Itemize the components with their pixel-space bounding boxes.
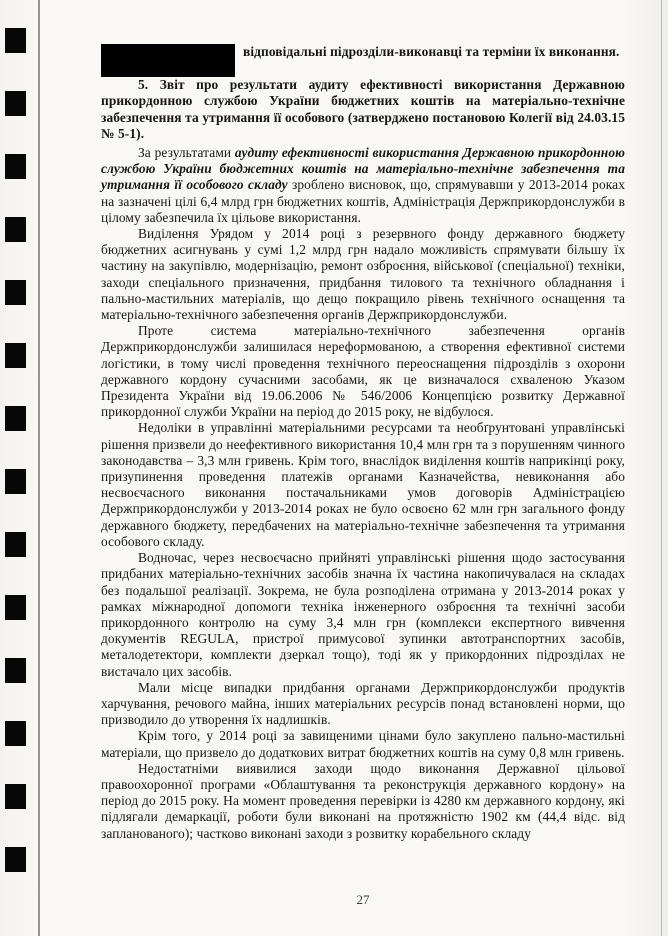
paragraph-overpriced-fuel: Крім того, у 2014 році за завищеними цінами було закуплено пально-мастильні матеріали, що призвело до додаткових витрат бюджетних коштів на суму 0,8 млн гривень. bbox=[101, 728, 625, 760]
paragraph-stockpiled-assets: Водночас, через несвоєчасно прийняті управлінські рішення щодо застосування придбаних матеріально-технічних засобів значна їх частина накопичувалася на складах без подальшої реалізації. Зокрема, не була розподілена отримана у 2013-2014 роках у рамках міжнародної допомоги техніка інженерного озброєння та технічні засоби прикордонного контролю на суму 3,4 млн грн (комплекси експертного вивчення документів REGULA, пристрої примусової зупинки автотранспортних засобів, металодетектори, комплекти дзеркал тощо), тоді як у прикордонних підрозділах не вистачало цих засобів. bbox=[101, 550, 625, 679]
section-5-title: 5. Звіт про результати аудиту ефективності використання Державною прикордонною службою України бюджетних коштів на матеріально-технічне забезпечення та утримання її особового (затверджено постановою Колегії від 24.03.15 № 5-1). bbox=[101, 77, 625, 141]
paragraph-results bbox=[101, 145, 625, 226]
paragraph-budget-allocation: Виділення Урядом у 2014 році з резервного фонду державного бюджету бюджетних асигнувань у сумі 1,2 млрд грн надало можливість спрямувати більшу їх частину на закупівлю, модернізацію, ремонт озброєння, військової (спеціальної) техніки, заходи спеціального призначення, придбання тилового та технічного обладнання і пально-мастильних матеріалів, що дещо покращило рівень технічного оснащення та матеріально-технічного забезпечення органів Держприкордонслужби. bbox=[101, 226, 625, 323]
paragraph-results-rest: зроблено висновок, що, спрямувавши у 2013-2014 роках на зазначені цілі 6,4 млрд грн бюджетних коштів, Адміністрація Держприкордонслужби в цілому забезпечила їх цільове використання. bbox=[101, 177, 625, 225]
paragraph-results-emphasis: аудиту ефективності використання Державною прикордонною службою України бюджетних коштів на матеріально-технічне забезпечення та утримання її особового складу bbox=[101, 145, 625, 193]
paragraph-management-shortcomings: Недоліки в управлінні матеріальними ресурсами та необґрунтовані управлінські рішення призвели до неефективного використання 10,4 млн грн та з порушенням чинного законодавства – 3,3 млн гривень. Крім того, внаслідок виділення коштів наприкінці року, призупинення проведення платежів органами Казначейства, невиконання або несвоєчасного виконання постачальниками умов договорів Адміністрацією Держприкордонслужби у 2013-2014 роках не було освоєно 62 млн грн загального фонду державного бюджету, передбачених на матеріально-технічне забезпечення та утримання особового складу. bbox=[101, 420, 625, 549]
page-edge-line-right bbox=[661, 0, 662, 936]
carryover-heading bbox=[101, 44, 625, 60]
paragraph-border-program: Недостатніми виявилися заходи щодо виконання Державної цільової правоохоронної програми «Облаштування та реконструкція державного кордону» на період до 2015 року. На момент проведення перевірки із 4280 км державного кордону, які підлягали демаркації, роботи були виконані на протяжністю 1902 км (44,4 відс. від запланованого); частково виконані заходи з розвитку корабельного складу bbox=[101, 760, 625, 841]
page-edge-line-left bbox=[38, 0, 40, 936]
paragraph-logistics-unreformed: Проте система матеріально-технічного забезпечення органів Держприкордонслужби залишилася нереформованою, а створення ефективної системи логістики, в тому числі проведення технічного переоснащення підрозділів з охорони державного кордону сучасними засобами, як це визначалося схваленою Указом Президента України від 19.06.2006 № 546/2006 Концепцією розвитку Державної прикордонної служби України на період до 2015 року, не відбулося. bbox=[101, 323, 625, 420]
binder-holes bbox=[5, 28, 26, 872]
carryover-heading-text: відповідальні підрозділи-виконавці та терміни їх виконання. bbox=[243, 44, 620, 59]
page-number: 27 bbox=[356, 892, 370, 907]
paragraph-results-lead: За результатами bbox=[138, 145, 235, 161]
page-content bbox=[101, 44, 625, 842]
redaction-bar bbox=[101, 44, 235, 77]
paragraph-excess-purchases: Мали місце випадки придбання органами Держприкордонслужби продуктів харчування, речового майна, інших матеріальних ресурсів понад встановлені норми, що призводило до утворення їх надлишків. bbox=[101, 679, 625, 728]
